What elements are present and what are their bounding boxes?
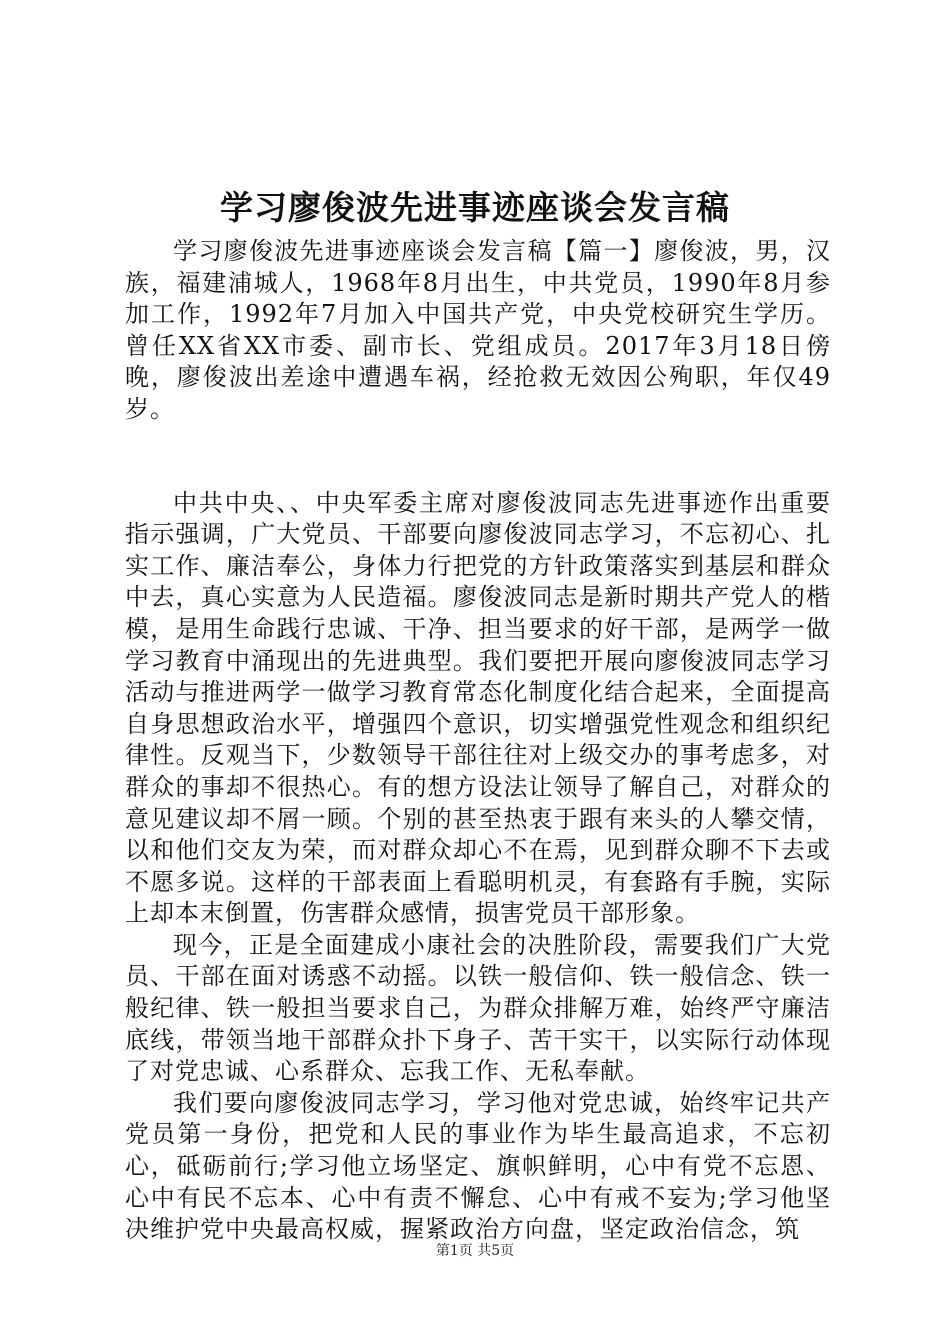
document-title: 学习廖俊波先进事迹座谈会发言稿 xyxy=(220,188,730,227)
document-body xyxy=(125,236,831,1246)
paragraph-2: 中共中央、、中央军委主席对廖俊波同志先进事迹作出重要指示强调，广大党员、干部要向廖俊波同志学习，不忘初心、扎实工作、廉洁奉公，身体力行把党的方针政策落实到基层和群众中去，真心实意为人民造福。廖俊波同志是新时期共产党人的楷模，是用生命践行忠诚、干净、担当要求的好干部，是两学一做学习教育中涌现出的先进典型。我们要把开展向廖俊波同志学习活动与推进两学一做学习教育常态化制度化结合起来，全面提高自身思想政治水平，增强四个意识，切实增强党性观念和组织纪律性。反观当下，少数领导干部往往对上级交办的事考虑多，对群众的事却不很热心。有的想方设法让领导了解自己，对群众的意见建议却不屑一顾。个别的甚至热衷于跟有来头的人攀交情，以和他们交友为荣，而对群众却心不在焉，见到群众聊不下去或不愿多说。这样的干部表面上看聪明机灵，有套路有手腕，实际上却本末倒置，伤害群众感情，损害党员干部形象。 xyxy=(125,488,831,928)
paragraph-1: 学习廖俊波先进事迹座谈会发言稿【篇一】廖俊波，男，汉族，福建浦城人，1968年8月出生，中共党员，1990年8月参加工作，1992年7月加入中国共产党，中央党校研究生学历。曾任XX省XX市委、副市长、党组成员。2017年3月18日傍晚，廖俊波出差途中遭遇车祸，经抢救无效因公殉职，年仅49岁。 xyxy=(125,237,831,423)
paragraph-4: 我们要向廖俊波同志学习，学习他对党忠诚，始终牢记共产党员第一身份，把党和人民的事业作为毕生最高追求，不忘初心，砥砺前行;学习他立场坚定、旗帜鲜明，心中有党不忘恩、心中有民不忘本、心中有责不懈怠、心中有戒不妄为;学习他坚决维护党中央最高权威，握紧政治方向盘，坚定政治信念，筑 xyxy=(125,1088,831,1244)
paragraph-3: 现今，正是全面建成小康社会的决胜阶段，需要我们广大党员、干部在面对诱惑不动摇。以铁一般信仰、铁一般信念、铁一般纪律、铁一般担当要求自己，为群众排解万难，始终严守廉洁底线，带领当地干部群众扑下身子、苦干实干，以实际行动体现了对党忠诚、心系群众、忘我工作、无私奉献。 xyxy=(125,930,831,1086)
page-footer: 第1页 共5页 xyxy=(435,1243,515,1259)
